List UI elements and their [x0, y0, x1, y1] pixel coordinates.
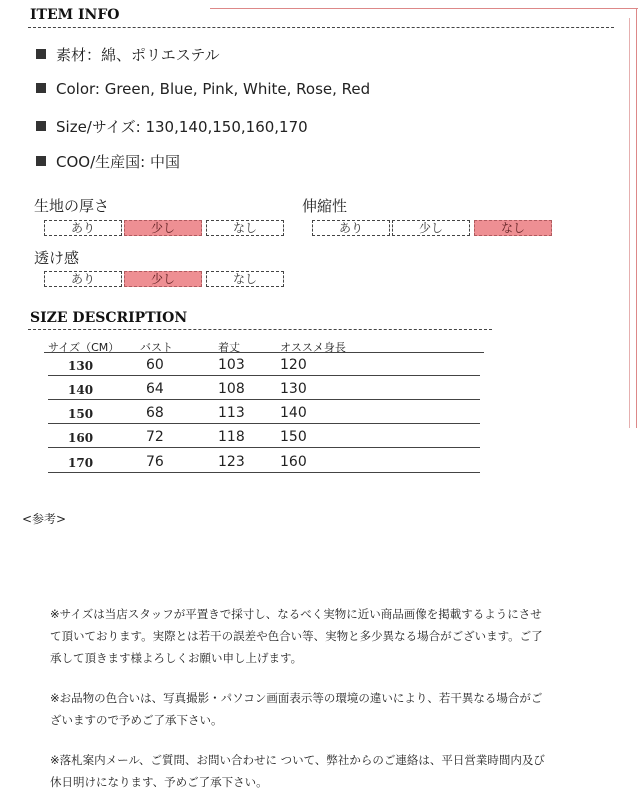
decorative-right-line-inner: [629, 18, 630, 428]
table-cell-height: 120: [280, 357, 307, 373]
table-row-line: [48, 423, 480, 424]
item-info-divider: [28, 27, 614, 28]
size-description-divider: [28, 329, 492, 330]
square-bullet-icon: [36, 49, 46, 59]
info-row-color: Color: Green, Blue, Pink, White, Rose, Red: [36, 80, 370, 98]
sheer-option-yes: あり: [44, 271, 122, 287]
table-cell-bust: 76: [146, 454, 164, 470]
table-row-line: [48, 472, 480, 473]
square-bullet-icon: [36, 83, 46, 93]
table-cell-length: 113: [218, 405, 245, 421]
stretch-label: 伸縮性: [302, 197, 348, 215]
table-cell-height: 150: [280, 429, 307, 445]
square-bullet-icon: [36, 156, 46, 166]
header-length: 着丈: [218, 341, 240, 354]
note-color: ※お品物の色合いは、写真撮影・パソコン画面表示等の環境の違いにより、若干異なる場合がございますので予めご了承下さい。: [50, 691, 543, 727]
info-row-size: Size/サイズ: 130,140,150,160,170: [36, 116, 308, 137]
table-cell-size: 140: [68, 383, 94, 397]
stretch-option-no: なし: [474, 220, 552, 236]
table-cell-size: 130: [68, 359, 94, 373]
header-bust: バスト: [140, 341, 173, 354]
table-header-line: [44, 352, 484, 353]
stretch-option-little: 少し: [392, 220, 470, 236]
thickness-option-no: なし: [206, 220, 284, 236]
sheer-label: 透け感: [34, 249, 80, 267]
sheer-option-little: 少し: [124, 271, 202, 287]
table-cell-height: 130: [280, 381, 307, 397]
info-row-coo: COO/生産国: 中国: [36, 151, 180, 172]
thickness-option-little: 少し: [124, 220, 202, 236]
header-size: サイズ（CM）: [48, 341, 120, 354]
table-cell-length: 103: [218, 357, 245, 373]
stretch-option-yes: あり: [312, 220, 390, 236]
table-cell-size: 150: [68, 407, 94, 421]
table-cell-length: 123: [218, 454, 245, 470]
item-info-title: ITEM INFO: [30, 7, 120, 23]
size-description-title: SIZE DESCRIPTION: [30, 310, 188, 326]
note-contact: ※落札案内メール、ご質問、お問い合わせに ついて、弊社からのご連絡は、平日営業時間内及び休日明けになります、予めご了承下さい。: [50, 753, 545, 789]
table-cell-length: 118: [218, 429, 245, 445]
table-cell-bust: 60: [146, 357, 164, 373]
info-row-material: 素材：綿、ポリエステル: [36, 44, 220, 65]
note-sizing: ※サイズは当店スタッフが平置きで採寸し、なるべく実物に近い商品画像を掲載するようにさせて頂いております。実際とは若干の誤差や色合い等、実物と多少異なる場合がございます。ご了承して頂きます様よろしくお願い申し上げます。: [50, 607, 543, 665]
table-cell-bust: 64: [146, 381, 164, 397]
table-row-line: [48, 375, 480, 376]
table-cell-size: 160: [68, 431, 94, 445]
square-bullet-icon: [36, 121, 46, 131]
table-cell-length: 108: [218, 381, 245, 397]
table-cell-bust: 72: [146, 429, 164, 445]
thickness-option-yes: あり: [44, 220, 122, 236]
table-row-line: [48, 399, 480, 400]
decorative-right-line: [636, 8, 637, 428]
table-cell-height: 140: [280, 405, 307, 421]
reference-heading: <参考>: [22, 512, 67, 526]
decorative-top-line: [210, 8, 638, 9]
header-height: オススメ身長: [280, 341, 346, 354]
thickness-label: 生地の厚さ: [34, 197, 110, 215]
table-row-line: [48, 447, 480, 448]
table-cell-size: 170: [68, 456, 94, 470]
sheer-option-no: なし: [206, 271, 284, 287]
table-cell-height: 160: [280, 454, 307, 470]
table-cell-bust: 68: [146, 405, 164, 421]
